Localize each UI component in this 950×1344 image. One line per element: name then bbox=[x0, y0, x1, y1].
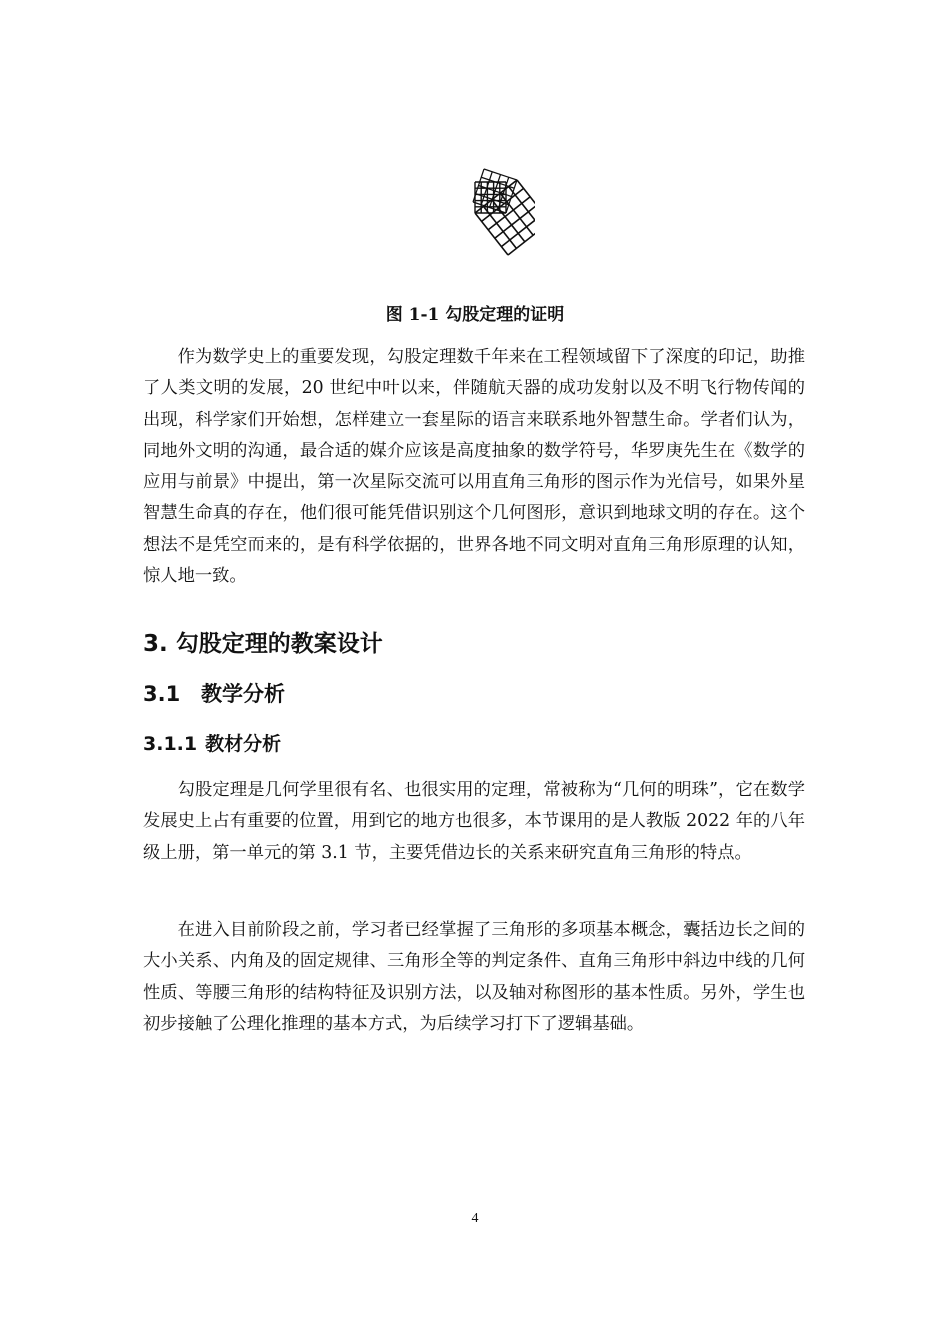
section-heading bbox=[143, 625, 383, 658]
history-paragraph bbox=[143, 342, 805, 592]
page-number: 4 bbox=[471, 1211, 479, 1226]
students-paragraph bbox=[143, 915, 805, 1040]
subsubsection-title: 教材分析 bbox=[205, 733, 282, 755]
section-number: 3. bbox=[143, 631, 168, 657]
subsubsection-heading bbox=[143, 729, 281, 756]
subsection-number: 3.1 bbox=[143, 682, 181, 706]
textbook-paragraph-text: 勾股定理是几何学里很有名、也很实用的定理，常被称为“几何的明珠”，它在数学发展史上占有重要的位置，用到它的地方也很多，本节课用的是人教版 2022 年的八年级上册，第一单元的第 3.1 节，主要凭借边长的关系来研究直角三角形的特点。 bbox=[143, 780, 805, 863]
section-title: 勾股定理的教案设计 bbox=[175, 631, 383, 657]
students-paragraph-text: 在进入目前阶段之前，学习者已经掌握了三角形的多项基本概念，囊括边长之间的大小关系、内角及的固定规律、三角形全等的判定条件、直角三角形中斜边中线的几何性质、等腰三角形的结构特征及识别方法，以及轴对称图形的基本性质。另外，学生也初步接触了公理化推理的基本方式，为后续学习打下了逻辑基础。 bbox=[143, 920, 805, 1034]
subsection-heading bbox=[143, 678, 285, 708]
figure-caption: 图 1-1 勾股定理的证明 bbox=[385, 305, 565, 325]
subsection-title: 教学分析 bbox=[201, 682, 285, 706]
textbook-paragraph bbox=[143, 775, 805, 869]
pythagorean-figure bbox=[425, 130, 535, 270]
pythagorean-theorem-grid-icon bbox=[425, 130, 535, 270]
subsubsection-number: 3.1.1 bbox=[143, 733, 198, 755]
history-paragraph-text: 作为数学史上的重要发现，勾股定理数千年来在工程领域留下了深度的印记，助推了人类文明的发展，20 世纪中叶以来，伴随航天器的成功发射以及不明飞行物传闻的出现，科学家们开始想，怎样建立一套星际的语言来联系地外智慧生命。学者们认为，同地外文明的沟通，最合适的媒介应该是高度抽象的数学符号，华罗庚先生在《数学的应用与前景》中提出，第一次星际交流可以用直角三角形的图示作为光信号，如果外星智慧生命真的存在，他们很可能凭借识别这个几何图形，意识到地球文明的存在。这个想法不是凭空而来的，是有科学依据的，世界各地不同文明对直角三角形原理的认知，惊人地一致。 bbox=[143, 347, 805, 587]
